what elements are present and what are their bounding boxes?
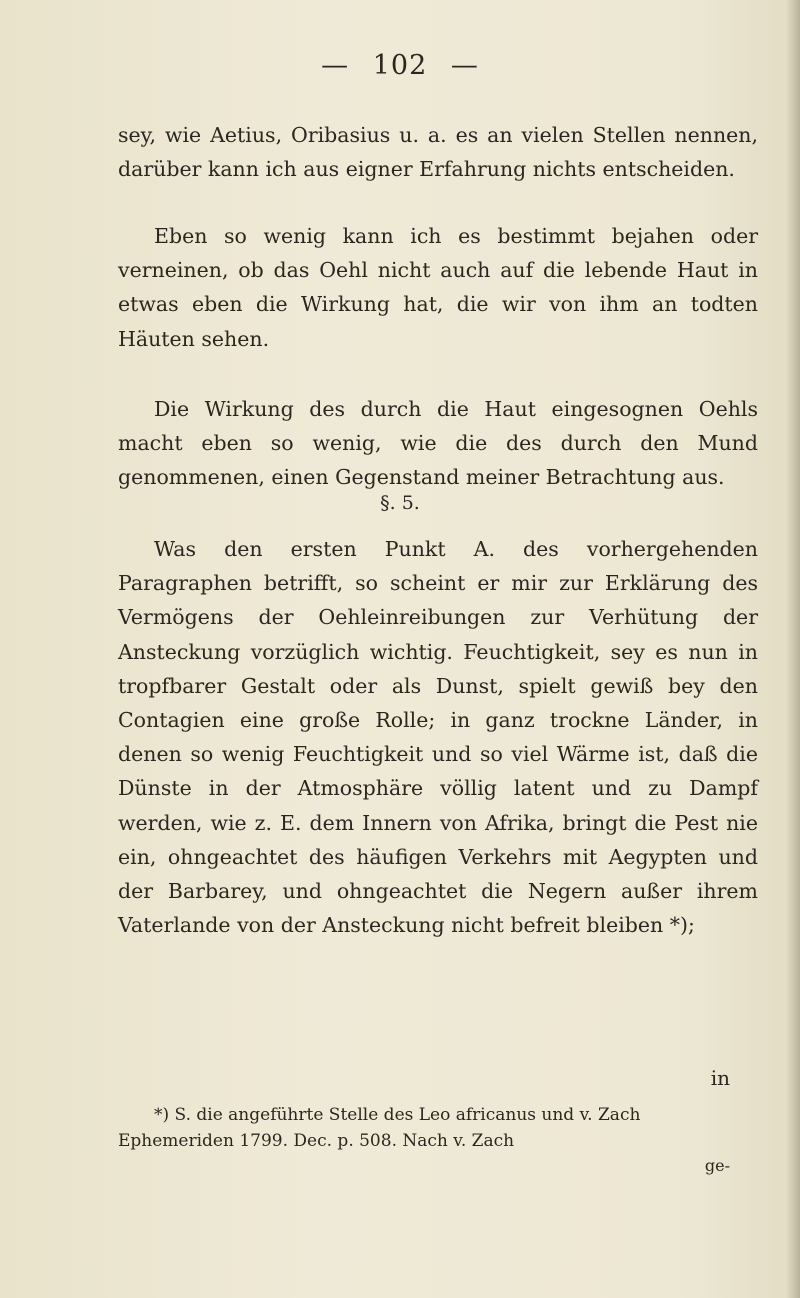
header-dash-right: —: [450, 50, 479, 81]
paragraph-4: [118, 532, 758, 942]
paragraph-4-text: Was den ersten Punkt A. des vorhergehenden Paragraphen betrifft, so scheint er mir zur Erklärung des Vermögens der Oehleinreibungen zur Verhütung der Ansteckung vorzüglich wichtig. Feuchtigkeit, sey es nun in tropfbarer Gestalt oder als Dunst, spielt gewiß bey den Contagien eine große Rolle; in ganz trockne Länder, in denen so wenig Feuchtigkeit und so viel Wärme ist, daß die Dünste in der Atmosphäre völlig latent und zu Dampf werden, wie z. E. dem Innern von Afrika, bringt die Pest nie ein, ohngeachtet des häufigen Verkehrs mit Aegypten und der Barbarey, und ohngeachtet die Negern außer ihrem Vaterlande von der Ansteckung nicht befreit bleiben *);: [118, 537, 758, 938]
paragraph-3: [118, 392, 758, 495]
paragraph-1-text: sey, wie Aetius, Oribasius u. a. es an vielen Stellen nennen, darüber kann ich aus eigner Erfahrung nichts entscheiden.: [118, 123, 758, 182]
page-number: 102: [372, 50, 428, 81]
paragraph-2: [118, 219, 758, 356]
page-edge-shadow: [786, 0, 800, 1298]
running-header: [0, 50, 800, 81]
paragraph-2-text: Eben so wenig kann ich es bestimmt bejahen oder verneinen, ob das Oehl nicht auch auf die lebende Haut in etwas eben die Wirkung hat, die wir von ihm an todten Häuten sehen.: [118, 224, 758, 351]
catchword: in: [710, 1066, 730, 1090]
section-heading: §. 5.: [380, 492, 420, 514]
footnote: [118, 1102, 758, 1154]
paragraph-1: [118, 118, 758, 186]
paragraph-3-text: Die Wirkung des durch die Haut eingesognen Oehls macht eben so wenig, wie die des durch den Mund genommenen, einen Gegenstand meiner Betrachtung aus.: [118, 397, 758, 490]
footnote-catchword: ge-: [704, 1156, 730, 1175]
footnote-text: *) S. die angeführte Stelle des Leo africanus und v. Zach Ephemeriden 1799. Dec. p. 508. Nach v. Zach: [118, 1105, 641, 1151]
header-dash-left: —: [321, 50, 350, 81]
